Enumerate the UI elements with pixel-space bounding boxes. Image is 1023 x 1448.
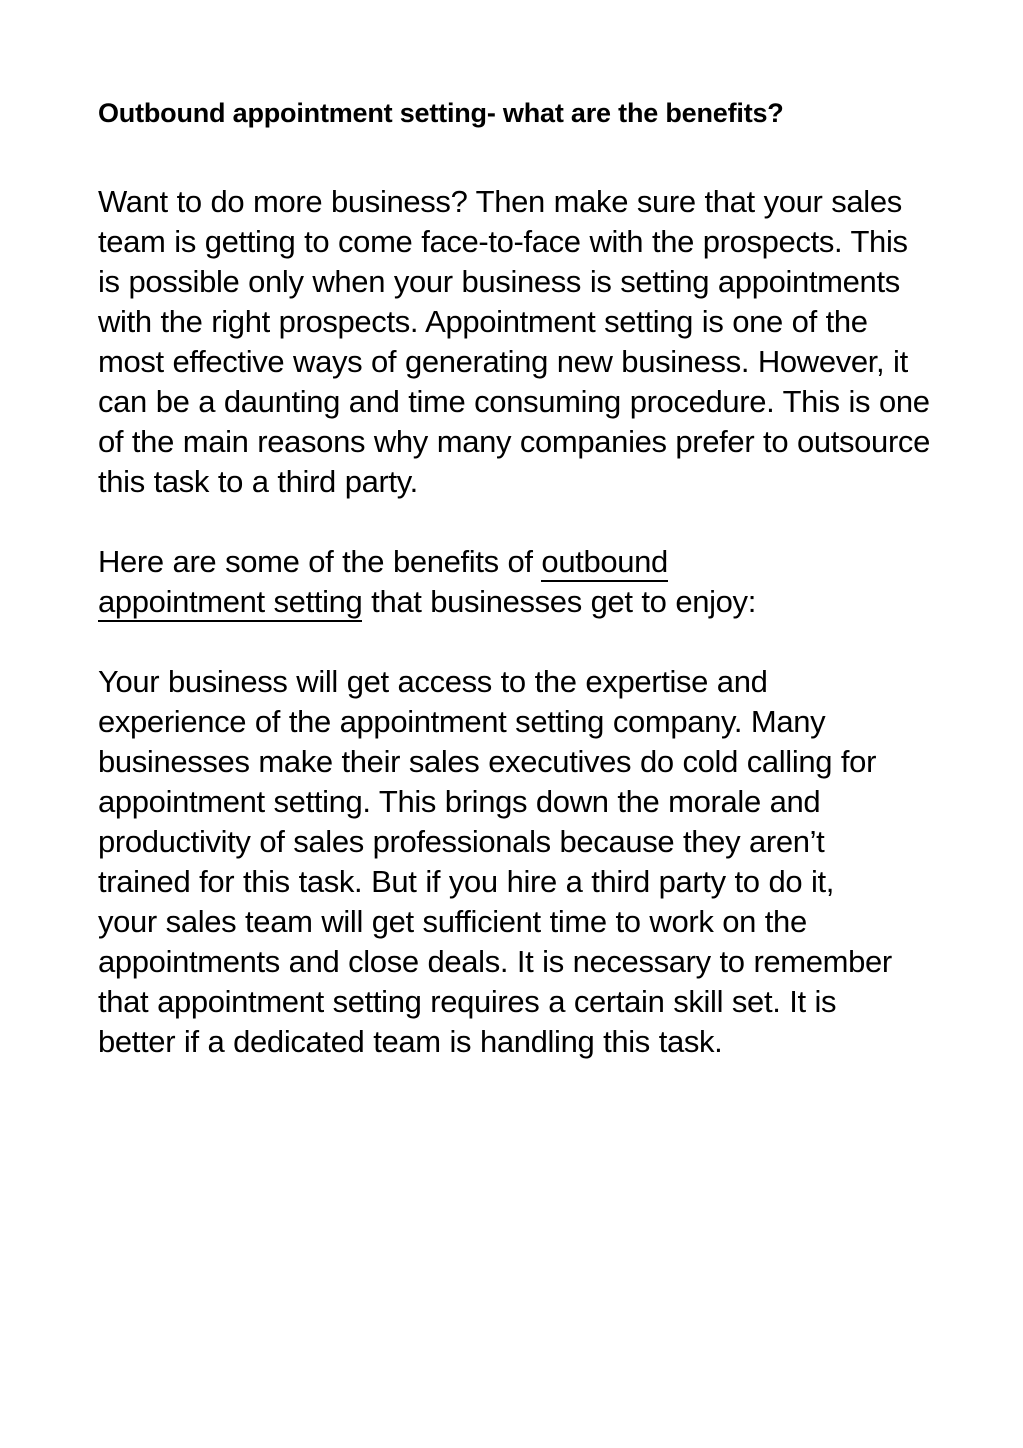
document-content: [98, 96, 934, 1062]
page-title: Outbound appointment setting- what are the benefits?: [98, 98, 784, 128]
benefits-lead-text-after: that businesses get to enjoy:: [362, 584, 756, 619]
benefits-lead-text-before: Here are some of the benefits of: [98, 544, 542, 579]
paragraph-spacer: [98, 502, 934, 542]
paragraph-expertise: Your business will get access to the expertise and experience of the appointment setting company. Many businesses make their sales executives do cold calling for appointment setting. This brings down the morale and productivity of sales professionals because they aren’t trained for this task. But if you hire a third party to do it, your sales team will get sufficient time to work on the appointments and close deals. It is necessary to remember that appointment setting requires a certain skill set. It is better if a dedicated team is handling this task.: [98, 664, 892, 1059]
paragraph-benefits-lead: [98, 542, 798, 622]
title-spacer: [98, 130, 934, 182]
paragraph-spacer: [98, 622, 934, 662]
outbound-appointment-setting-link[interactable]: outbound appointment setting: [98, 544, 668, 622]
paragraph-intro: Want to do more business? Then make sure that your sales team is getting to come face-to-face with the prospects. This is possible only when your business is setting appointments with the right prospects. Appointment setting is one of the most effective ways of generating new business. However, it can be a daunting and time consuming procedure. This is one of the main reasons why many companies prefer to outsource this task to a third party.: [98, 184, 930, 499]
